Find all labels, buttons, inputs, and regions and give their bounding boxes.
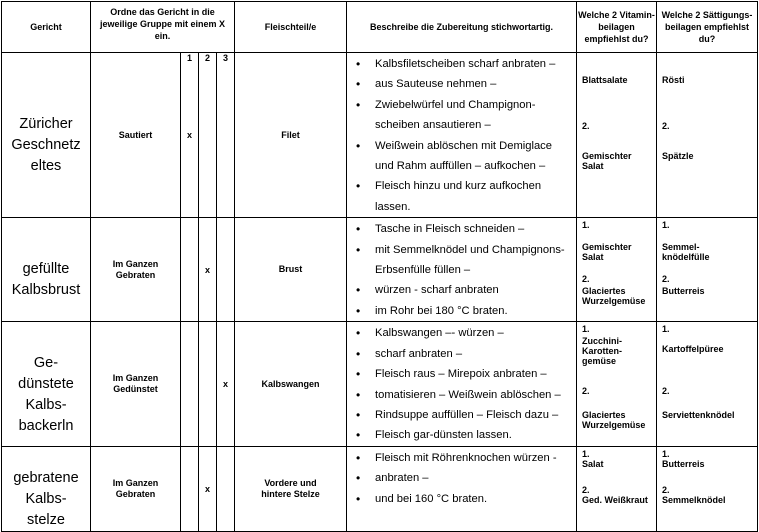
saettigung-sides: [657, 218, 758, 322]
saettigung-side-entry: Semmel-knödelfülle: [662, 242, 710, 263]
saettigung-side-entry: Spätzle: [662, 151, 694, 161]
preparation-step: • scharf anbraten –: [375, 344, 576, 364]
dish-name-line: Kalbsbrust: [11, 282, 81, 299]
preparation-step: scheiben ansautieren –: [375, 119, 491, 132]
vitamin-side-entry: Blattsalate: [582, 75, 628, 85]
header-gericht: Gericht: [2, 2, 91, 53]
vitamin-side-entry: 2.: [582, 121, 590, 131]
dish-name-line: gefüllte: [22, 261, 70, 278]
preparation-step: Erbsenfülle füllen –: [375, 264, 471, 277]
dish-name-line: gebratene: [13, 469, 79, 486]
group-mark-cell-3: [217, 218, 235, 322]
recipe-table: [1, 1, 758, 532]
preparation-step: • und bei 160 °C braten.: [375, 489, 576, 509]
cooking-group: Sautiert: [91, 53, 181, 218]
cooking-group: Im Ganzen Gebraten: [91, 446, 181, 531]
group-number-3: 3: [222, 53, 228, 63]
group-number-2: 2: [204, 53, 210, 63]
group-mark-cell-1: [181, 322, 199, 446]
saettigung-side-entry: 2.: [662, 121, 670, 131]
preparation-cell: [347, 53, 577, 218]
vitamin-sides: [577, 322, 657, 446]
vitamin-side-entry: Zucchini-Karotten-gemüse: [582, 336, 622, 367]
saettigung-side-entry: 2.: [662, 386, 670, 397]
header-saettigung: Welche 2 Sättigungs-beilagen empfiehlst du?: [657, 2, 758, 53]
group-mark-cell-1: [181, 218, 199, 322]
vitamin-side-entry: 2.: [582, 484, 590, 495]
header-gruppe: Ordne das Gericht in die jeweilige Gruppe mit einem X ein.: [91, 2, 235, 53]
dish-name: [2, 218, 91, 322]
saettigung-sides: [657, 53, 758, 218]
preparation-list: [347, 322, 576, 445]
dish-name: [2, 322, 91, 446]
dish-name-line: Züricher: [19, 116, 73, 133]
saettigung-side-entry: Kartoffelpüree: [662, 344, 724, 355]
meat-cut: Brust: [235, 218, 347, 322]
saettigung-side-entry: 1.: [662, 448, 670, 459]
preparation-step: • Fleisch raus – Mirepoix anbraten –: [375, 364, 576, 384]
vitamin-side-entry: Gemischter Salat: [582, 151, 632, 171]
preparation-step: • mit Semmelknödel und Champignons-: [375, 240, 576, 260]
dish-name: [2, 446, 91, 531]
vitamin-sides: [577, 446, 657, 531]
saettigung-side-entry: Butterreis: [662, 286, 705, 297]
vitamin-sides: [577, 53, 657, 218]
preparation-step: • würzen - scharf anbraten: [375, 280, 576, 300]
cooking-group: Im Ganzen Gebraten: [91, 218, 181, 322]
group-mark-cell-2: [199, 446, 217, 531]
group-mark: x: [222, 379, 228, 389]
dish-name-line: Kalbs-: [25, 396, 67, 413]
preparation-step: und Rahm auffüllen – aufkochen –: [375, 160, 546, 173]
vitamin-side-entry: Glaciertes Wurzelgemüse: [582, 286, 646, 307]
preparation-list: [347, 53, 576, 217]
dish-name-line: backerln: [18, 417, 74, 434]
preparation-step: • Weißwein ablöschen mit Demiglace: [375, 136, 576, 156]
preparation-cell: [347, 218, 577, 322]
saettigung-side-entry: Rösti: [662, 75, 685, 85]
group-mark: x: [186, 130, 192, 141]
vitamin-side-entry: 1.: [582, 448, 590, 459]
meat-cut: Filet: [235, 53, 347, 218]
vitamin-side-entry: Ged. Weißkraut: [582, 494, 648, 505]
preparation-cell: [347, 446, 577, 531]
preparation-step: • Fleisch gar-dünsten lassen.: [375, 425, 576, 445]
preparation-step: • Fleisch hinzu und kurz aufkochen: [375, 176, 576, 196]
preparation-step: • Fleisch mit Röhrenknochen würzen -: [375, 448, 576, 468]
dish-name: [2, 53, 91, 218]
vitamin-side-entry: 2.: [582, 274, 590, 285]
group-mark-cell-3: [217, 53, 235, 218]
group-mark-cell-1: [181, 446, 199, 531]
preparation-step: • Kalbswangen –- würzen –: [375, 323, 576, 343]
meat-cut: Kalbswangen: [235, 322, 347, 446]
group-mark: x: [204, 483, 210, 494]
preparation-step: • Zwiebelwürfel und Champignon-: [375, 95, 576, 115]
saettigung-side-entry: 2.: [662, 484, 670, 495]
vitamin-side-entry: Glaciertes Wurzelgemüse: [582, 410, 646, 431]
group-mark-cell-1: [181, 53, 199, 218]
vitamin-side-entry: 2.: [582, 386, 590, 397]
preparation-step: • anbraten –: [375, 468, 576, 488]
table-row: [2, 446, 758, 531]
saettigung-side-entry: 1.: [662, 220, 670, 231]
header-vitamin: Welche 2 Vitamin-beilagen empfiehlst du?: [577, 2, 657, 53]
preparation-cell: [347, 322, 577, 446]
cooking-group: Im Ganzen Gedünstet: [91, 322, 181, 446]
preparation-step: • im Rohr bei 180 °C braten.: [375, 301, 576, 321]
group-mark-cell-2: [199, 322, 217, 446]
preparation-list: [347, 218, 576, 321]
dish-name-line: Geschnetz: [11, 137, 81, 154]
dish-name-line: dünstete: [18, 375, 74, 392]
vitamin-side-entry: Salat: [582, 458, 604, 469]
saettigung-side-entry: Butterreis: [662, 458, 705, 469]
table-row: [2, 218, 758, 322]
group-mark-cell-2: [199, 53, 217, 218]
dish-name-line: eltes: [30, 158, 62, 175]
dish-name-line: Kalbs-: [25, 490, 67, 507]
vitamin-sides: [577, 218, 657, 322]
vitamin-side-entry: Gemischter Salat: [582, 242, 632, 263]
preparation-step: • tomatisieren – Weißwein ablöschen –: [375, 385, 576, 405]
preparation-list: [347, 447, 576, 509]
saettigung-side-entry: Serviettenknödel: [662, 410, 735, 421]
preparation-step: • aus Sauteuse nehmen –: [375, 74, 576, 94]
meat-cut: Vordere und hintere Stelze: [235, 446, 347, 531]
group-mark: x: [204, 264, 210, 275]
group-mark-cell-3: [217, 446, 235, 531]
saettigung-sides: [657, 322, 758, 446]
saettigung-side-entry: 1.: [662, 324, 670, 335]
saettigung-side-entry: 2.: [662, 274, 670, 285]
vitamin-side-entry: 1.: [582, 324, 590, 335]
vitamin-side-entry: 1.: [582, 220, 590, 231]
dish-name-line: stelze: [27, 511, 65, 528]
dish-name-line: Ge-: [33, 354, 59, 371]
group-number-1: 1: [186, 53, 192, 63]
saettigung-sides: [657, 446, 758, 531]
preparation-step: lassen.: [375, 200, 411, 213]
preparation-step: • Tasche in Fleisch schneiden –: [375, 219, 576, 239]
header-fleischteil: Fleischteil/e: [235, 2, 347, 53]
preparation-step: • Kalbsfiletscheiben scharf anbraten –: [375, 54, 576, 74]
group-mark-cell-2: [199, 218, 217, 322]
preparation-step: • Rindsuppe auffüllen – Fleisch dazu –: [375, 405, 576, 425]
table-row: [2, 53, 758, 218]
table-row: [2, 322, 758, 446]
header-zubereitung: Beschreibe die Zubereitung stichwortartig.: [347, 2, 577, 53]
group-mark-cell-3: [217, 322, 235, 446]
saettigung-side-entry: Semmelknödel: [662, 494, 726, 505]
